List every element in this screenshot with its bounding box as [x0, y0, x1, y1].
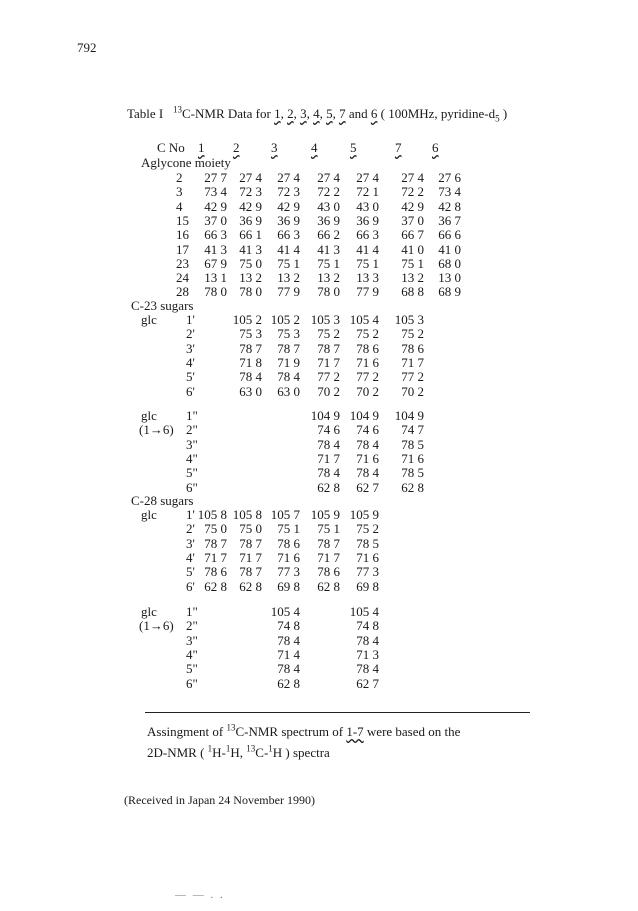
table-cell: 68 9 — [438, 284, 461, 300]
table-cell: 104 9 — [310, 408, 340, 423]
row-carbon-label: 15 — [176, 212, 189, 228]
table-cell: 70 2 — [356, 383, 379, 399]
header-compound-5: 5 — [350, 140, 357, 155]
row-carbon-label: 3" — [186, 632, 198, 648]
table-cell: 42 9 — [277, 198, 300, 214]
table-cell: 27 4 — [277, 170, 300, 185]
table-cell: 75 1 — [317, 255, 340, 271]
row-carbon-label: 5" — [186, 465, 198, 481]
table-cell: 66 6 — [438, 227, 461, 243]
footnote-range: 1-7 — [346, 724, 364, 739]
table-cell: 78 4 — [277, 661, 300, 677]
table-cell: 42 9 — [401, 198, 424, 214]
table-cell: 63 0 — [239, 383, 262, 399]
table-cell: 68 8 — [401, 284, 424, 300]
table-cell: 36 9 — [277, 212, 300, 228]
table-cell: 37 0 — [401, 212, 424, 228]
table-cell: 75 1 — [401, 255, 424, 271]
table-cell: 71 7 — [317, 354, 340, 370]
table-cell: 74 8 — [356, 618, 379, 634]
table-cell: 36 9 — [317, 212, 340, 228]
row-carbon-label: 6' — [186, 383, 195, 399]
table-cell: 36 7 — [438, 212, 461, 228]
table-cell: 73 4 — [438, 184, 461, 200]
table-cell: 41 0 — [401, 241, 424, 257]
table-cell: 77 2 — [401, 369, 424, 385]
sugar-label: glc — [141, 507, 157, 522]
table-cell: 74 6 — [356, 422, 379, 438]
table-cell: 78 7 — [239, 340, 262, 356]
table-cell: 71 6 — [401, 450, 424, 466]
table-cell: 41 4 — [277, 241, 300, 257]
table-cell: 41 0 — [438, 241, 461, 257]
header-compound-3: 3 — [271, 140, 278, 155]
row-carbon-label: 4" — [186, 450, 198, 466]
row-carbon-label: 2" — [186, 422, 198, 438]
table-cell: 78 6 — [277, 535, 300, 551]
table-cell: 75 0 — [204, 521, 227, 537]
caption-prefix: Table I — [127, 106, 164, 121]
table-cell: 78 6 — [356, 340, 379, 356]
table-cell: 78 7 — [239, 564, 262, 580]
table-cell: 13 2 — [239, 270, 262, 286]
table-cell: 62 8 — [317, 578, 340, 594]
table-cell: 71 7 — [401, 354, 424, 370]
table-cell: 105 9 — [310, 507, 340, 522]
table-cell: 42 9 — [204, 198, 227, 214]
row-carbon-label: 28 — [176, 284, 189, 300]
table-cell: 66 2 — [317, 227, 340, 243]
table-cell: 63 0 — [277, 383, 300, 399]
footnote-mass: 13 — [226, 722, 236, 733]
section-c28: C-28 sugars — [131, 493, 194, 508]
footnote-text-1a: Assingment of — [147, 724, 224, 739]
table-cell: 104 9 — [349, 408, 379, 423]
table-cell: 78 7 — [317, 340, 340, 356]
page-number: 792 — [77, 40, 97, 55]
table-cell: 78 4 — [356, 436, 379, 452]
table-cell: 78 5 — [401, 436, 424, 452]
table-cell: 73 4 — [204, 184, 227, 200]
table-cell: 78 4 — [277, 632, 300, 648]
header-compound-4: 4 — [311, 140, 318, 155]
table-cell: 77 3 — [277, 564, 300, 580]
table-cell: 69 8 — [356, 578, 379, 594]
row-carbon-label: 4' — [186, 354, 195, 370]
header-compound-2: 2 — [233, 140, 240, 155]
table-cell: 27 6 — [438, 170, 461, 185]
table-cell: 78 4 — [356, 632, 379, 648]
table-cell: 71 3 — [356, 646, 379, 662]
table-cell: 75 0 — [239, 521, 262, 537]
footnote-text-1b: C-NMR spectrum of — [235, 724, 344, 739]
table-cell: 66 3 — [356, 227, 379, 243]
footnote-text-2b: H- — [212, 745, 226, 760]
table-cell: 62 7 — [356, 675, 379, 691]
footnote-h3: 1 — [268, 743, 273, 754]
table-cell: 13 2 — [277, 270, 300, 286]
table-cell: 77 9 — [356, 284, 379, 300]
table-cell: 27 7 — [204, 170, 227, 185]
row-carbon-label: 5' — [186, 369, 195, 385]
row-carbon-label: 4' — [186, 549, 195, 565]
row-carbon-label: 5" — [186, 661, 198, 677]
table-cell: 105 9 — [349, 507, 379, 522]
row-carbon-label: 1" — [186, 604, 198, 619]
caption-compound-5: 5 — [326, 106, 333, 121]
section-aglycone: Aglycone moiety — [141, 155, 231, 170]
table-cell: 62 8 — [401, 479, 424, 495]
footnote-line-1 — [147, 724, 460, 740]
footnote-text-2e: H ) spectra — [272, 745, 330, 760]
table-cell: 27 4 — [356, 170, 379, 185]
row-carbon-label: 3' — [186, 535, 195, 551]
footnote-text-1c: were based on the — [366, 724, 461, 739]
table-cell: 77 3 — [356, 564, 379, 580]
row-carbon-label: 2" — [186, 618, 198, 634]
table-cell: 70 2 — [401, 383, 424, 399]
table-cell: 71 8 — [239, 354, 262, 370]
table-cell: 41 3 — [317, 241, 340, 257]
table-cell: 78 0 — [317, 284, 340, 300]
table-cell: 78 4 — [317, 436, 340, 452]
table-cell: 75 1 — [277, 521, 300, 537]
table-cell: 75 2 — [317, 326, 340, 342]
table-cell: 27 4 — [239, 170, 262, 185]
row-carbon-label: 4 — [176, 198, 183, 214]
table-cell: 105 8 — [197, 507, 227, 522]
table-cell: 27 4 — [317, 170, 340, 185]
footnote-line-2 — [147, 745, 330, 761]
table-cell: 78 4 — [277, 369, 300, 385]
table-cell: 75 2 — [356, 326, 379, 342]
table-cell: 62 7 — [356, 479, 379, 495]
table-cell: 105 3 — [310, 312, 340, 327]
row-carbon-label: 23 — [176, 255, 189, 271]
caption-compound-7: 7 — [339, 106, 346, 121]
table-cell: 66 1 — [239, 227, 262, 243]
table-cell: 70 2 — [317, 383, 340, 399]
header-compound-1: 1 — [198, 140, 205, 155]
table-cell: 72 2 — [317, 184, 340, 200]
row-carbon-label: 6" — [186, 479, 198, 495]
table-cell: 78 7 — [277, 340, 300, 356]
table-cell: 78 4 — [356, 661, 379, 677]
table-cell: 104 9 — [394, 408, 424, 423]
row-carbon-label: 3' — [186, 340, 195, 356]
table-cell: 71 6 — [356, 450, 379, 466]
row-carbon-label: 2' — [186, 521, 195, 537]
table-cell: 13 2 — [317, 270, 340, 286]
table-cell: 105 2 — [232, 312, 262, 327]
row-carbon-label: 3" — [186, 436, 198, 452]
table-cell: 75 3 — [277, 326, 300, 342]
table-cell: 78 4 — [317, 465, 340, 481]
row-carbon-label: 1" — [186, 408, 198, 423]
table-cell: 105 4 — [349, 312, 379, 327]
row-carbon-label: 4" — [186, 646, 198, 662]
footnote-text-2c: H, — [230, 745, 244, 760]
sugar-label: glc — [141, 604, 157, 619]
table-cell: 71 7 — [317, 549, 340, 565]
table-cell: 71 6 — [356, 354, 379, 370]
table-cell: 105 8 — [232, 507, 262, 522]
table-cell: 75 1 — [277, 255, 300, 271]
table-cell: 75 2 — [356, 521, 379, 537]
table-cell: 78 4 — [239, 369, 262, 385]
table-cell: 105 4 — [270, 604, 300, 619]
row-carbon-label: 1' — [186, 507, 195, 522]
table-cell: 78 7 — [204, 535, 227, 551]
table-cell: 42 8 — [438, 198, 461, 214]
caption-nucleus: C-NMR Data for — [182, 106, 271, 121]
row-carbon-label: 6" — [186, 675, 198, 691]
table-cell: 78 7 — [239, 535, 262, 551]
table-cell: 69 8 — [277, 578, 300, 594]
linkage-label: (1→6) — [139, 422, 174, 437]
caption-compound-3: 3 — [300, 106, 307, 121]
table-cell: 78 7 — [317, 535, 340, 551]
table-cell: 41 4 — [356, 241, 379, 257]
table-cell: 71 4 — [277, 646, 300, 662]
table-cell: 75 1 — [317, 521, 340, 537]
table-cell: 78 6 — [401, 340, 424, 356]
table-cell: 71 7 — [239, 549, 262, 565]
caption-sub: 5 — [495, 113, 500, 124]
footnote-c13: 13 — [246, 743, 256, 754]
table-cell: 62 8 — [277, 675, 300, 691]
table-cell: 74 7 — [401, 422, 424, 438]
row-carbon-label: 1' — [186, 312, 195, 327]
table-cell: 36 9 — [239, 212, 262, 228]
row-carbon-label: 5' — [186, 564, 195, 580]
table-cell: 13 3 — [356, 270, 379, 286]
row-carbon-label: 24 — [176, 270, 189, 286]
table-cell: 41 3 — [204, 241, 227, 257]
table-cell: 78 5 — [401, 465, 424, 481]
table-cell: 78 0 — [204, 284, 227, 300]
footnote-h2: 1 — [225, 743, 231, 754]
table-cell: 68 0 — [438, 255, 461, 271]
table-cell: 72 3 — [239, 184, 262, 200]
table-cell: 78 6 — [317, 564, 340, 580]
table-cell: 41 3 — [239, 241, 262, 257]
table-cell: 74 6 — [317, 422, 340, 438]
linkage-label: (1→6) — [139, 618, 174, 633]
table-cell: 13 2 — [401, 270, 424, 286]
row-carbon-label: 6' — [186, 578, 195, 594]
table-cell: 75 2 — [401, 326, 424, 342]
table-cell: 105 2 — [270, 312, 300, 327]
caption-close: ) — [502, 106, 508, 121]
footnote-h1: 1 — [207, 743, 213, 754]
table-cell: 72 3 — [277, 184, 300, 200]
table-cell: 42 9 — [239, 198, 262, 214]
table-cell: 62 8 — [204, 578, 227, 594]
received-date: (Received in Japan 24 November 1990) — [124, 793, 315, 807]
sugar-label: glc — [141, 312, 157, 327]
table-cell: 105 3 — [394, 312, 424, 327]
table-cell: 72 2 — [401, 184, 424, 200]
table-cell: 27 4 — [401, 170, 424, 185]
table-cell: 43 0 — [356, 198, 379, 214]
table-cell: 77 2 — [317, 369, 340, 385]
table-cell: 66 3 — [277, 227, 300, 243]
caption-mass: 13 — [173, 104, 183, 115]
header-c-no: C No — [157, 140, 185, 155]
table-cell: 105 7 — [270, 507, 300, 522]
row-carbon-label: 2 — [176, 170, 183, 185]
table-cell: 62 8 — [317, 479, 340, 495]
row-carbon-label: 2' — [186, 326, 195, 342]
footnote-text-2d: C- — [255, 745, 269, 760]
table-cell: 71 6 — [356, 549, 379, 565]
table-cell: 66 7 — [401, 227, 424, 243]
bottom-page-marks: — — . . — [175, 889, 225, 901]
table-cell: 74 8 — [277, 618, 300, 634]
table-cell: 75 3 — [239, 326, 262, 342]
row-carbon-label: 17 — [176, 241, 189, 257]
header-compound-6: 6 — [432, 140, 439, 155]
table-cell: 43 0 — [317, 198, 340, 214]
caption-conditions: ( 100MHz, pyridine-d — [380, 106, 496, 121]
caption-compound-2: 2 — [287, 106, 294, 121]
caption-and: and — [348, 106, 368, 121]
table-cell: 71 7 — [204, 549, 227, 565]
table-cell: 37 0 — [204, 212, 227, 228]
sugar-label: glc — [141, 408, 157, 423]
table-cell: 13 0 — [438, 270, 461, 286]
header-compound-7: 7 — [395, 140, 402, 155]
table-cell: 36 9 — [356, 212, 379, 228]
table-cell: 71 6 — [277, 549, 300, 565]
table-cell: 78 4 — [356, 465, 379, 481]
table-cell: 78 0 — [239, 284, 262, 300]
footnote-text-2a: 2D-NMR ( — [147, 745, 205, 760]
table-cell: 78 6 — [204, 564, 227, 580]
table-cell: 78 5 — [356, 535, 379, 551]
table-cell: 105 4 — [349, 604, 379, 619]
section-c23: C-23 sugars — [131, 298, 194, 313]
table-cell: 72 1 — [356, 184, 379, 200]
row-carbon-label: 3 — [176, 184, 183, 200]
table-cell: 75 1 — [356, 255, 379, 271]
row-carbon-label: 16 — [176, 227, 189, 243]
table-cell: 75 0 — [239, 255, 262, 271]
table-caption: Table I $^{13}$C-NMR Data for 1, 2, 3, 4, 5, 7 and 6 ( 100MHz, pyridine-$d_5$ ) — [127, 104, 508, 124]
table-cell: 77 2 — [356, 369, 379, 385]
caption-compound-1: 1 — [274, 106, 281, 121]
footnote-divider — [145, 712, 530, 713]
table-cell: 62 8 — [239, 578, 262, 594]
table-cell: 71 7 — [317, 450, 340, 466]
table-cell: 67 9 — [204, 255, 227, 271]
table-cell: 71 9 — [277, 354, 300, 370]
table-cell: 77 9 — [277, 284, 300, 300]
table-cell: 13 1 — [204, 270, 227, 286]
table-cell: 66 3 — [204, 227, 227, 243]
caption-compound-4: 4 — [313, 106, 320, 121]
caption-compound-6: 6 — [370, 106, 378, 121]
